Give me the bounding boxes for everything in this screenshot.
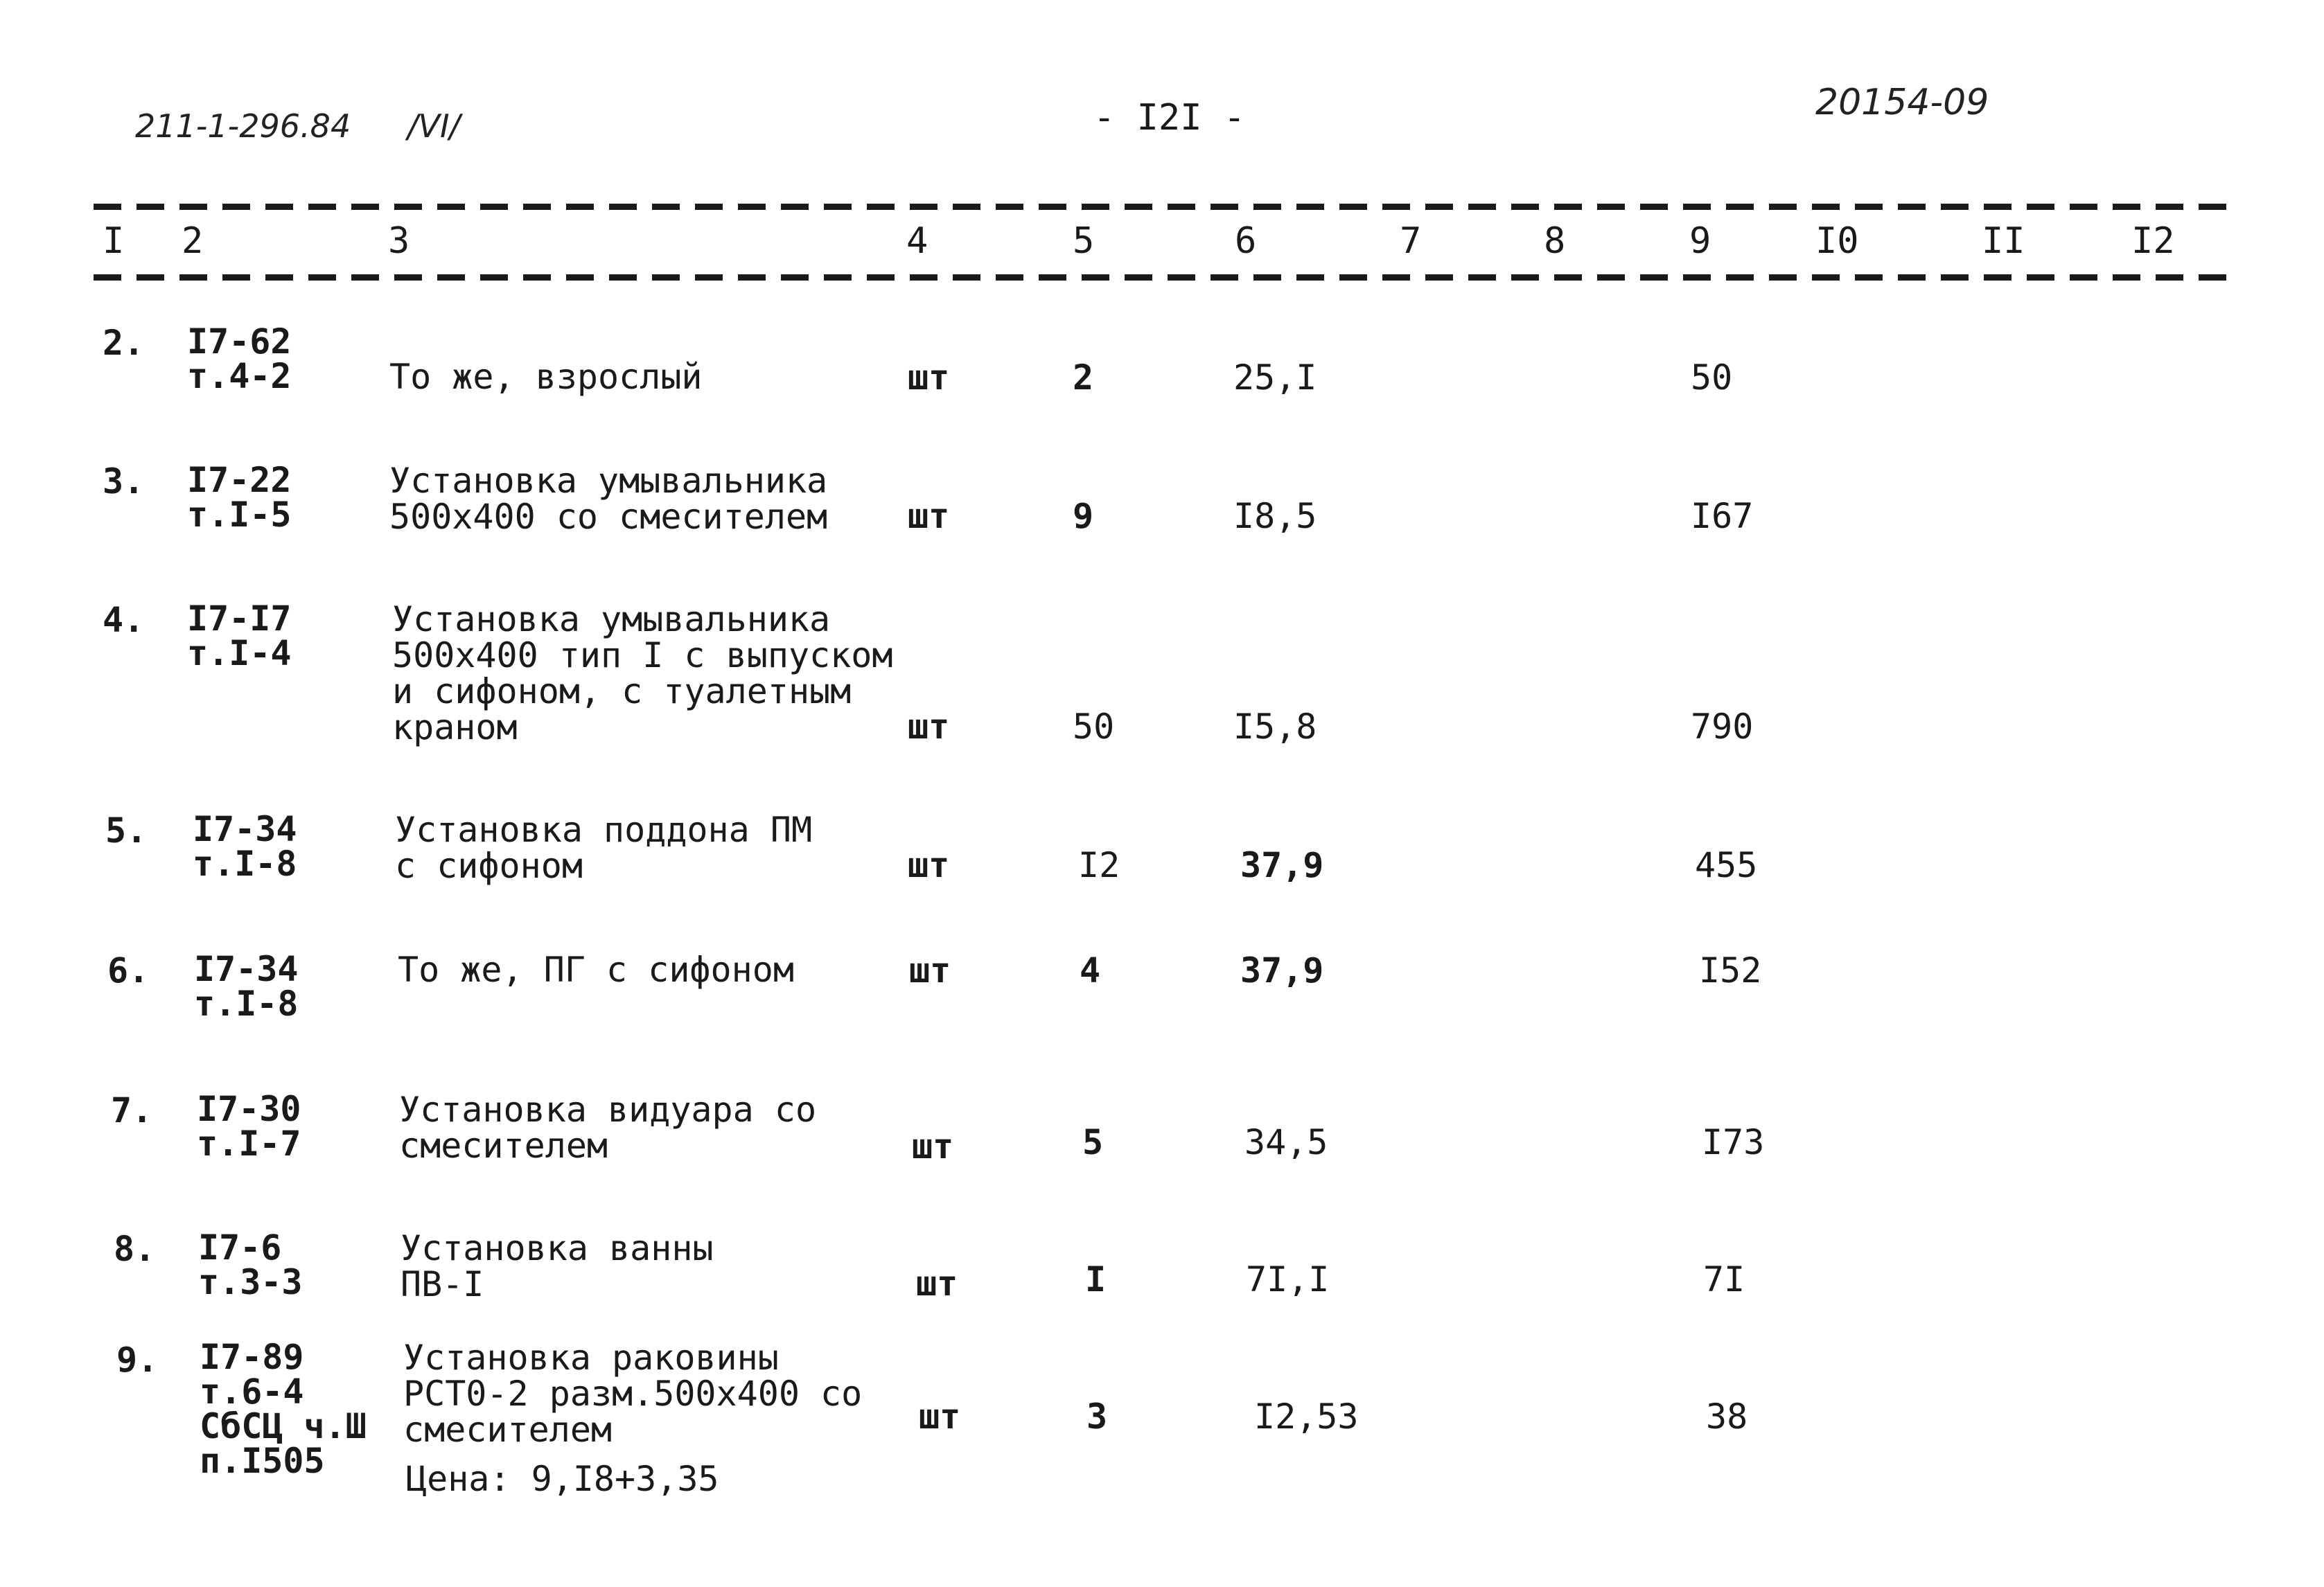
unit: шт <box>908 707 950 747</box>
row-number: 9. <box>116 1340 159 1380</box>
column-header-10: I0 <box>1815 220 1859 262</box>
unit: шт <box>916 1264 958 1304</box>
rate-code: I7-34 т.I-8 <box>194 949 299 1024</box>
unit: шт <box>908 496 950 536</box>
column-header-11: II <box>1982 220 2025 262</box>
work-description: Установка умывальника 500х400 тип I с выпуском и сифоном, с туалетным краном <box>392 599 893 747</box>
total-cost: 455 <box>1695 845 1758 885</box>
work-description: Установка умывальника 500х400 со смесителем <box>389 461 828 537</box>
row-number: 3. <box>103 461 145 502</box>
column-header-4: 4 <box>906 220 928 262</box>
unit-price: 34,5 <box>1244 1122 1328 1162</box>
header-top-rule <box>94 204 2231 210</box>
unit: шт <box>909 950 951 991</box>
column-header-9: 9 <box>1689 220 1711 262</box>
unit-price: I5,8 <box>1233 707 1317 747</box>
rate-code: I7-89 т.6-4 СбСЦ ч.Ш п.I505 <box>200 1337 367 1481</box>
rate-code: I7-I7 т.I-4 <box>187 599 292 673</box>
work-description: Установка поддона ПМ с сифоном <box>395 810 813 886</box>
column-header-3: 3 <box>388 220 410 262</box>
work-description: Установка ванны ПВ-I <box>400 1228 714 1304</box>
total-cost: I52 <box>1699 950 1762 991</box>
work-description: Установка раковины РСТ0-2 разм.500х400 со смесителем <box>403 1338 863 1450</box>
rate-code: I7-22 т.I-5 <box>187 460 292 535</box>
total-cost: I67 <box>1691 496 1754 536</box>
document-code: 20154-09 <box>1815 82 1989 123</box>
total-cost: I73 <box>1702 1122 1765 1162</box>
row-number: 4. <box>103 600 145 640</box>
price-note: Цена: 9,I8+3,35 <box>406 1459 719 1499</box>
row-number: 5. <box>105 810 148 851</box>
rate-code: I7-30 т.I-7 <box>197 1089 301 1164</box>
row-number: 8. <box>114 1229 156 1269</box>
quantity: I2 <box>1078 845 1120 885</box>
unit-price: 25,I <box>1233 357 1317 398</box>
column-header-1: I <box>103 220 125 262</box>
column-header-6: 6 <box>1235 220 1257 262</box>
unit-price: I8,5 <box>1233 496 1317 536</box>
row-number: 6. <box>107 950 150 991</box>
quantity: I <box>1085 1259 1107 1300</box>
rate-code: I7-6 т.3-3 <box>198 1227 303 1302</box>
column-header-7: 7 <box>1400 220 1422 262</box>
unit-price: 37,9 <box>1240 845 1324 885</box>
total-cost: 50 <box>1691 357 1733 398</box>
row-number: 2. <box>103 323 145 363</box>
total-cost: 38 <box>1706 1397 1748 1437</box>
unit: шт <box>919 1397 961 1437</box>
row-number: 7. <box>111 1090 153 1131</box>
page-number: - I2I - <box>1093 97 1246 139</box>
quantity: 9 <box>1073 496 1094 536</box>
quantity: 2 <box>1073 357 1094 398</box>
unit-price: I2,53 <box>1254 1397 1359 1437</box>
work-description: То же, ПГ с сифоном <box>398 950 794 990</box>
unit-price: 7I,I <box>1246 1259 1330 1300</box>
unit: шт <box>912 1126 954 1167</box>
column-header-5: 5 <box>1073 220 1095 262</box>
unit-price: 37,9 <box>1240 950 1324 991</box>
column-header-12: I2 <box>2131 220 2175 262</box>
work-description: Установка видуара со смесителем <box>399 1090 817 1166</box>
document-reference: 211-1-296.84 <box>135 107 351 145</box>
column-header-8: 8 <box>1544 220 1566 262</box>
rate-code: I7-34 т.I-8 <box>193 809 297 884</box>
header-bottom-rule <box>94 274 2231 281</box>
quantity: 5 <box>1082 1122 1104 1162</box>
unit: шт <box>908 357 950 398</box>
quantity: 4 <box>1080 950 1101 991</box>
document-reference-mark: /VI/ <box>407 107 461 145</box>
rate-code: I7-62 т.4-2 <box>187 321 292 396</box>
total-cost: 790 <box>1691 707 1754 747</box>
column-header-2: 2 <box>182 220 204 262</box>
unit: шт <box>908 845 950 885</box>
work-description: То же, взрослый <box>389 357 703 397</box>
total-cost: 7I <box>1703 1259 1745 1300</box>
quantity: 50 <box>1073 707 1115 747</box>
quantity: 3 <box>1086 1397 1108 1437</box>
